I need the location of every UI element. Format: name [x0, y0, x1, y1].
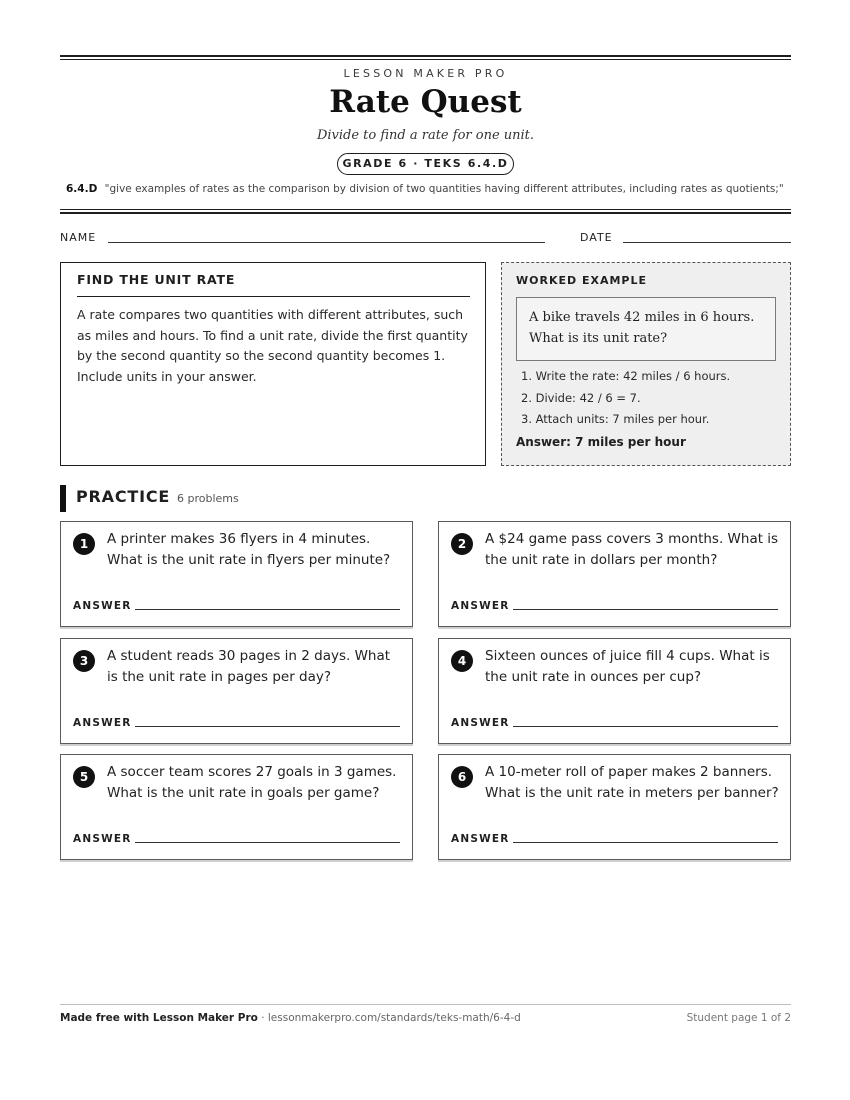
problem-number-badge: 6: [451, 766, 473, 788]
header-rule-top-thin: [60, 59, 791, 60]
problem-text: A $24 game pass covers 3 months. What is the unit rate in dollars per month?: [485, 531, 779, 568]
worksheet-page: [60, 0, 791, 1100]
footer-url[interactable]: · lessonmakerpro.com/standards/teks-math/6-4-d: [257, 1012, 521, 1024]
standard-code: 6.4.D: [66, 183, 98, 195]
footer-made-with: Made free with Lesson Maker Pro: [60, 1012, 258, 1024]
brand-name: LESSON MAKER PRO: [343, 67, 508, 80]
worked-example-box: [501, 262, 791, 466]
header-rule-bottom: [60, 212, 791, 214]
problem-card-4: [438, 638, 791, 744]
date-field[interactable]: [623, 242, 791, 243]
unit-rate-heading: FIND THE UNIT RATE: [77, 272, 470, 297]
problem-card-1: [60, 521, 413, 627]
answer-field[interactable]: [135, 609, 400, 610]
footer-rule: [60, 1004, 791, 1005]
answer-label: ANSWER: [73, 600, 132, 612]
problem-card-3: [60, 638, 413, 744]
problem-number-badge: 1: [73, 533, 95, 555]
problem-text: A 10-meter roll of paper makes 2 banners. What is the unit rate in meters per banner?: [485, 764, 779, 801]
grade-badge: GRADE 6 · TEKS 6.4.D: [337, 153, 514, 175]
answer-field[interactable]: [513, 726, 778, 727]
answer-label: ANSWER: [451, 833, 510, 845]
unit-rate-box: [60, 262, 486, 466]
unit-rate-body: A rate compares two quantities with different attributes, such as miles and hours. To find a unit rate, divide the first quantity by the second quantity so the second quantity becomes 1. Include units in your answer.: [77, 307, 468, 384]
problem-number-badge: 3: [73, 650, 95, 672]
worked-example-step: 3. Attach units: 7 miles per hour.: [521, 412, 710, 426]
worked-example-problem: A bike travels 42 miles in 6 hours. What is its unit rate?: [516, 297, 776, 361]
practice-accent-bar: [60, 485, 66, 512]
header-rule-top: [60, 55, 791, 57]
date-label: DATE: [580, 231, 613, 244]
answer-label: ANSWER: [451, 717, 510, 729]
standard-text: "give examples of rates as the comparison by division of two quantities having different attributes, including rates as quotients;": [104, 183, 784, 195]
answer-field[interactable]: [135, 726, 400, 727]
worked-example-step: 2. Divide: 42 / 6 = 7.: [521, 390, 641, 405]
problem-text: A soccer team scores 27 goals in 3 games. What is the unit rate in goals per game?: [107, 764, 397, 801]
answer-field[interactable]: [135, 842, 400, 843]
problem-number-badge: 4: [451, 650, 473, 672]
problem-card-6: [438, 754, 791, 860]
answer-field[interactable]: [513, 609, 778, 610]
answer-label: ANSWER: [73, 717, 132, 729]
page-subtitle: Divide to find a rate for one unit.: [316, 128, 535, 143]
problem-text: Sixteen ounces of juice fill 4 cups. What is the unit rate in ounces per cup?: [485, 648, 770, 685]
worked-example-step: 1. Write the rate: 42 miles / 6 hours.: [521, 369, 731, 383]
problem-card-2: [438, 521, 791, 627]
worked-example-steps: [521, 366, 730, 431]
footer-credit: [60, 1012, 521, 1024]
worked-example-answer: Answer: 7 miles per hour: [516, 435, 686, 449]
problem-number-badge: 5: [73, 766, 95, 788]
problem-text: A student reads 30 pages in 2 days. What is the unit rate in pages per day?: [107, 648, 391, 685]
practice-count: 6 problems: [177, 492, 239, 505]
answer-field[interactable]: [513, 842, 778, 843]
header-rule-bottom-thin: [60, 209, 791, 210]
name-label: NAME: [60, 231, 97, 244]
answer-label: ANSWER: [451, 600, 510, 612]
footer-page-number: Student page 1 of 2: [686, 1012, 791, 1024]
name-field[interactable]: [108, 242, 545, 243]
problem-number-badge: 2: [451, 533, 473, 555]
standard-statement: [66, 183, 796, 195]
answer-label: ANSWER: [73, 833, 132, 845]
problem-card-5: [60, 754, 413, 860]
worked-example-label: WORKED EXAMPLE: [516, 274, 647, 287]
problem-text: A printer makes 36 flyers in 4 minutes. What is the unit rate in flyers per minute?: [107, 531, 391, 568]
practice-title: PRACTICE: [76, 487, 171, 506]
page-title: Rate Quest: [329, 84, 522, 120]
